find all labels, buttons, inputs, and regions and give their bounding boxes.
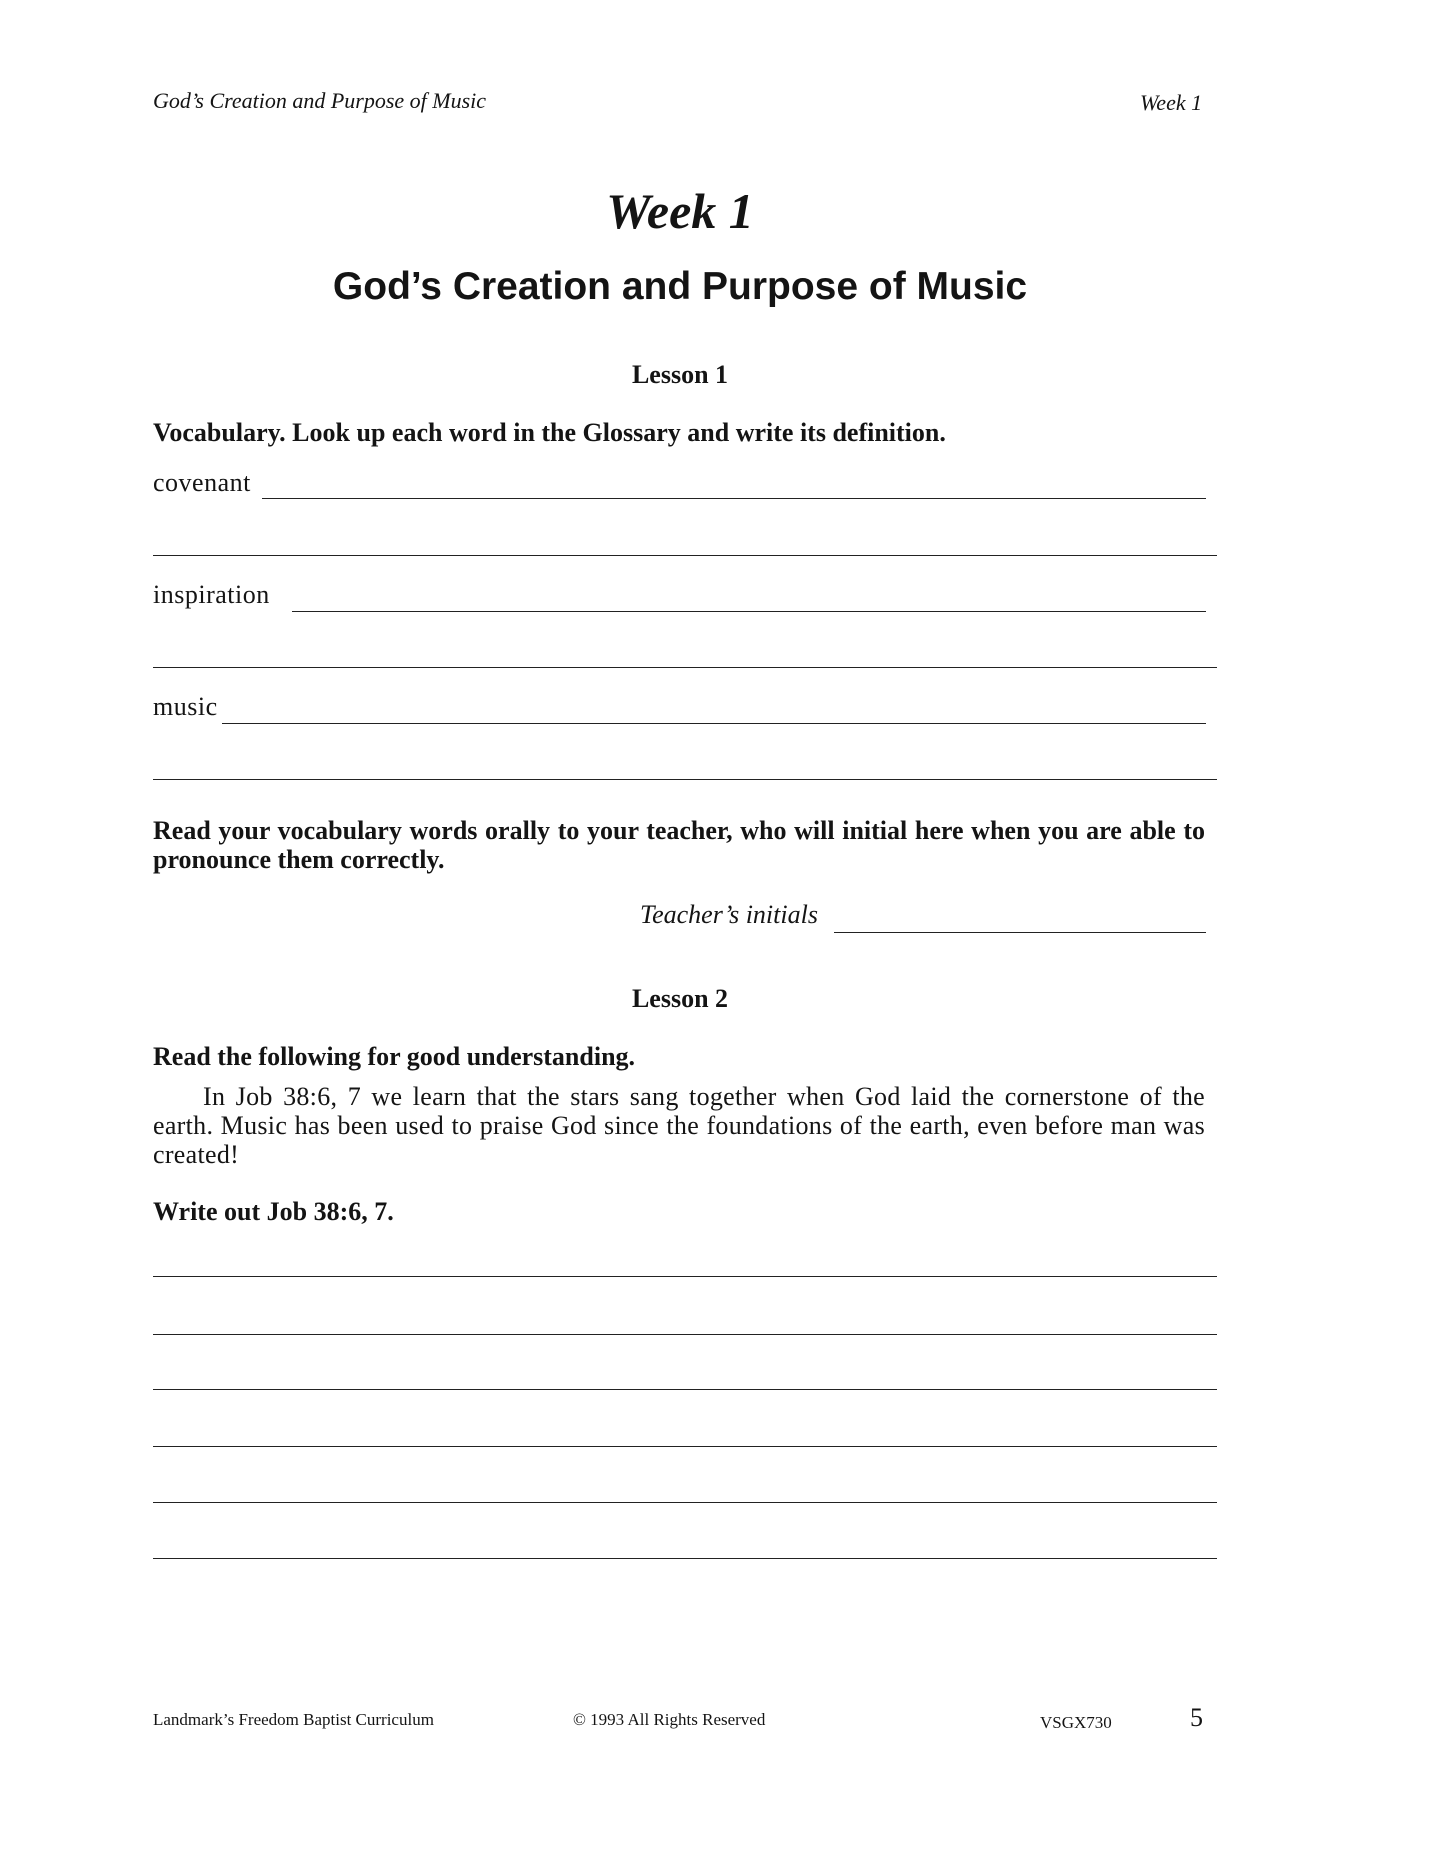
writing-line-6[interactable] [153, 1558, 1217, 1559]
running-header-week: Week 1 [1140, 90, 1203, 115]
covenant-definition-line-1[interactable] [262, 498, 1206, 499]
lesson-1-heading: Lesson 1 [631, 360, 729, 389]
writing-line-5[interactable] [153, 1502, 1217, 1503]
covenant-definition-line-2[interactable] [153, 555, 1217, 556]
inspiration-definition-line-2[interactable] [153, 667, 1217, 668]
footer-copyright: © 1993 All Rights Reserved [573, 1710, 766, 1729]
lesson-2-heading: Lesson 2 [631, 984, 729, 1013]
music-definition-line-2[interactable] [153, 779, 1217, 780]
reading-instruction: Read the following for good understanding. [153, 1042, 636, 1071]
inspiration-definition-line-1[interactable] [292, 611, 1206, 612]
footer-code: VSGX730 [1040, 1713, 1112, 1732]
writing-line-1[interactable] [153, 1276, 1217, 1277]
write-out-instruction: Write out Job 38:6, 7. [153, 1197, 394, 1226]
writing-line-4[interactable] [153, 1446, 1217, 1447]
teacher-initials-line[interactable] [834, 932, 1206, 933]
page-title: God’s Creation and Purpose of Music [332, 265, 1028, 308]
footer-publisher: Landmark’s Freedom Baptist Curriculum [153, 1710, 434, 1729]
writing-line-2[interactable] [153, 1334, 1217, 1335]
vocabulary-instruction: Vocabulary. Look up each word in the Glossary and write its definition. [153, 418, 946, 447]
running-header-title: God’s Creation and Purpose of Music [153, 88, 487, 113]
page-number: 5 [1190, 1703, 1203, 1732]
music-definition-line-1[interactable] [222, 723, 1206, 724]
read-aloud-instruction: Read your vocabulary words orally to your teacher, who will initial here when you are able to pronounce them correctly. [153, 816, 1205, 874]
writing-line-3[interactable] [153, 1389, 1217, 1390]
week-title: Week 1 [606, 183, 754, 239]
teacher-initials-label: Teacher’s initials [640, 900, 818, 929]
reading-paragraph: In Job 38:6, 7 we learn that the stars sang together when God laid the cornerstone of the earth. Music has been used to praise God since the foundations of the earth, even before man was created! [153, 1082, 1205, 1169]
vocab-word-inspiration: inspiration [153, 580, 270, 609]
vocab-word-covenant: covenant [153, 468, 251, 497]
vocab-word-music: music [153, 692, 218, 721]
